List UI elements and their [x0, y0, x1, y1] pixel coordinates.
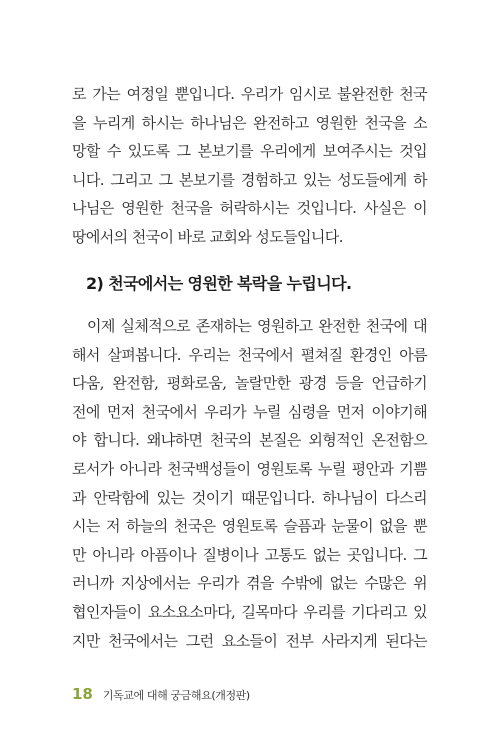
text-line: 이제 실체적으로 존재하는 영원하고 완전한 천국에 대	[87, 317, 427, 335]
page-footer	[72, 685, 250, 703]
page-number: 18	[72, 685, 93, 703]
body-paragraph-1	[72, 80, 427, 252]
section-heading: 2) 천국에서는 영원한 복락을 누립니다.	[86, 274, 352, 293]
text-line: 해서 살펴봅니다. 우리는 천국에서 펼쳐질 환경인 아름	[72, 345, 427, 364]
text-line: 러니까 지상에서는 우리가 겪을 수밖에 없는 수많은 위	[72, 574, 427, 593]
text-line: 만 아니라 아픔이나 질병이나 고통도 없는 곳입니다. 그	[72, 545, 427, 564]
text-line: 협인자들이 요소요소마다, 길목마다 우리를 기다리고 있	[72, 602, 427, 621]
body-paragraph-2	[72, 312, 427, 655]
text-line: 과 안락함에 있는 것이기 때문입니다. 하나님이 다스리	[72, 488, 427, 507]
text-line: 야 합니다. 왜냐하면 천국의 본질은 외형적인 온전함으	[72, 431, 427, 450]
text-line: 로서가 아니라 천국백성들이 영원토록 누릴 평안과 기쁨	[72, 459, 427, 478]
text-line: 다움, 완전함, 평화로움, 놀랄만한 광경 등을 언급하기	[72, 374, 427, 393]
text-line: 을 누리게 하시는 하나님은 완전하고 영원한 천국을 소	[72, 113, 427, 132]
text-line: 나님은 영원한 천국을 허락하시는 것입니다. 사실은 이	[72, 199, 427, 218]
text-line: 니다. 그리고 그 본보기를 경험하고 있는 성도들에게 하	[72, 170, 427, 189]
text-line: 지만 천국에서는 그런 요소들이 전부 사라지게 된다는	[72, 631, 427, 650]
running-book-title: 기독교에 대해 궁금해요(개정판)	[102, 689, 250, 702]
text-line: 망할 수 있도록 그 본보기를 우리에게 보여주시는 것입	[72, 142, 427, 161]
text-line: 시는 저 하늘의 천국은 영원토록 슬픔과 눈물이 없을 뿐	[72, 517, 427, 536]
text-line: 전에 먼저 천국에서 우리가 누릴 심령을 먼저 이야기해	[72, 402, 427, 421]
text-line: 로 가는 여정일 뿐입니다. 우리가 임시로 불완전한 천국	[72, 85, 427, 103]
text-line: 땅에서의 천국이 바로 교회와 성도들입니다.	[72, 227, 343, 246]
